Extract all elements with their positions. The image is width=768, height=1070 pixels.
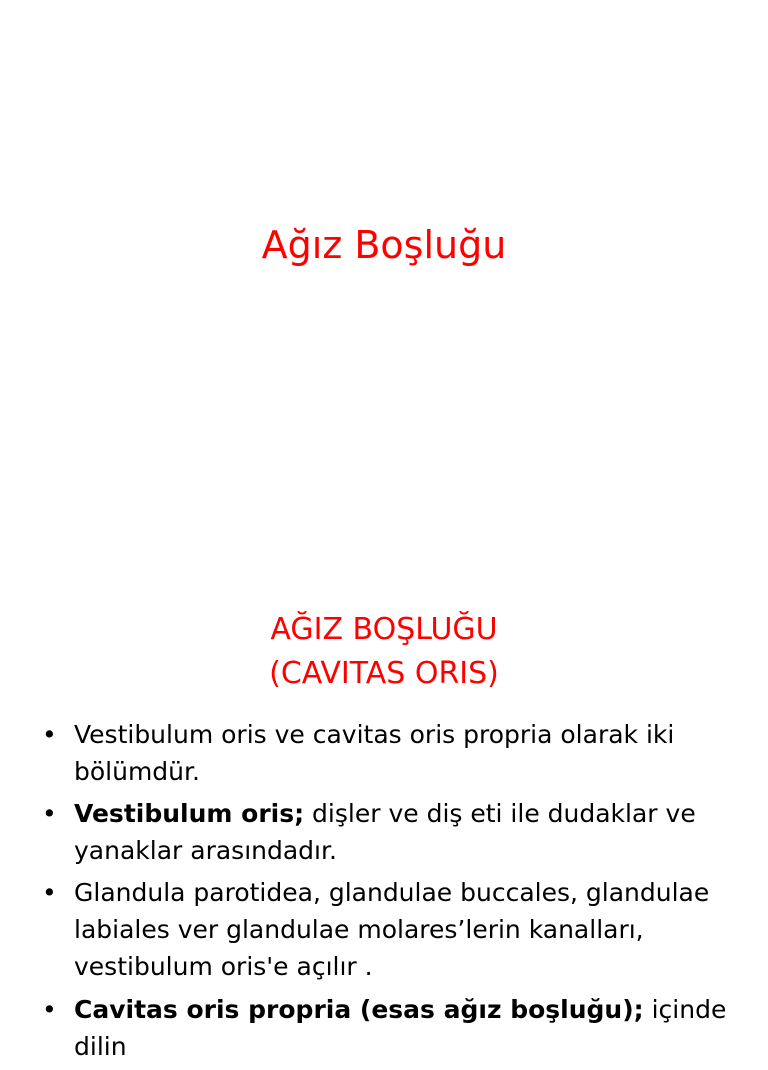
slide-title: Ağız Boşluğu [261, 223, 507, 267]
bullet-dot-icon: • [42, 995, 57, 1024]
bullet-dot-icon: • [42, 878, 57, 907]
bullet-dot-icon: • [42, 799, 57, 828]
bullet-bold-term: Vestibulum oris; [74, 799, 305, 828]
section-heading-line-1: AĞIZ BOŞLUĞU [270, 612, 498, 647]
section-heading [0, 608, 768, 696]
list-item [0, 991, 768, 1065]
section-heading-line-2: (CAVITAS ORIS) [269, 656, 499, 691]
bullet-dot-icon: • [42, 720, 57, 749]
list-item [0, 874, 768, 985]
bullet-bold-term: Cavitas oris propria (esas ağız boşluğu); [74, 995, 644, 1024]
bullet-text: Glandula parotidea, glandulae buccales, glandulae labiales ver glandulae molares’lerin kanalları, vestibulum oris'e açılır . [74, 878, 710, 981]
list-item [0, 795, 768, 869]
list-item [0, 716, 768, 790]
bullet-text: dişler ve diş eti ile dudaklar ve yanaklar arasındadır. [74, 799, 696, 865]
bullet-text: içinde dilin [74, 995, 727, 1061]
bullet-text: Vestibulum oris ve cavitas oris propria olarak iki bölümdür. [74, 720, 675, 786]
bullet-list [0, 716, 768, 1070]
